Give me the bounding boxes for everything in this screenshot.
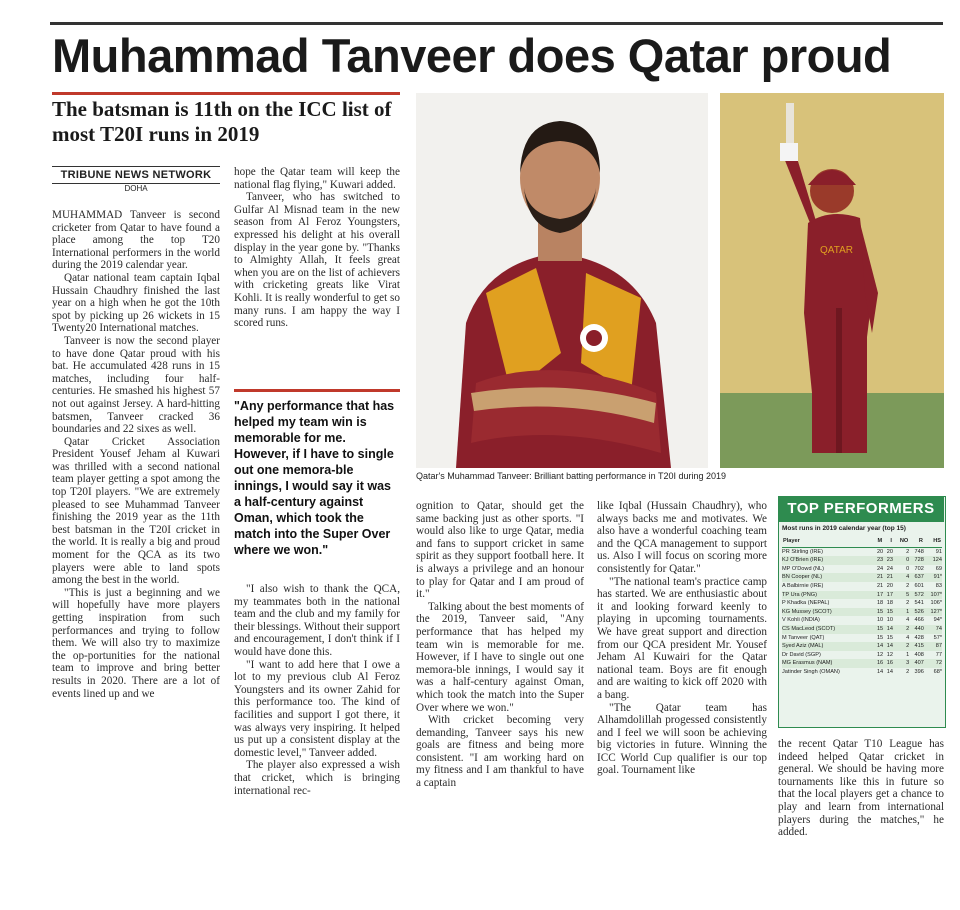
table-cell: 18: [886, 600, 893, 607]
table-cell: 20: [886, 582, 893, 589]
table-cell: 74: [924, 625, 942, 634]
table-cell: 702: [914, 565, 924, 572]
column-header: Player: [782, 536, 873, 547]
paragraph: Qatar national team captain Iqbal Hussain Chaudhry finished the last year on a high when he got the 10th spot by picking up 26 wickets in 15 Twenty20 International matches.: [52, 271, 220, 335]
table-row: [782, 608, 942, 617]
paragraph: like Iqbal (Hussain Chaudhry), who always backs me and motivates. We also have a wonderful coaching team and the QCA management to support us. Also I will focus on scoring more consistently for Qatar.": [597, 500, 767, 575]
table-cell: 15: [886, 634, 893, 641]
jersey-text: QATAR: [820, 245, 853, 256]
table-cell: 16: [883, 659, 893, 668]
table-cell: 2: [906, 548, 910, 555]
table-cell: 15: [873, 625, 883, 634]
table-cell: P Khadka (NEPAL): [782, 600, 830, 607]
table-row: [782, 556, 942, 565]
table-cell: 72: [924, 659, 942, 668]
column-header: NO: [893, 536, 909, 547]
table-cell: 15: [876, 634, 884, 641]
paragraph: MUHAMMAD Tanveer is second cricketer from Qatar to have found a place among the top T20 International performers in the world during the 2019 calendar year.: [52, 209, 220, 272]
paragraph: the recent Qatar T10 League has indeed helped Qatar cricket in general. We should be having more tournaments like this in future so that the local players get a chance to play and learn from international players during the matches," he added.: [778, 738, 944, 839]
table-cell: 57*: [933, 634, 942, 641]
table-row: [782, 565, 942, 574]
table-row: [782, 573, 942, 582]
page-title: Muhammad Tanveer does Qatar proud: [52, 29, 892, 82]
table-cell: CS MacLeod (SCOT): [782, 625, 873, 634]
table-cell: 15: [883, 608, 893, 617]
paragraph: "The national team's practice camp has started. We are enthusiastic about it and looking forward keenly to playing in upcoming tournaments. We have great support and direction from our QCA president Mr. Yousef Jeham Al Kuwairi for the Qatar national team. Boys are fit enough and are waiting to kick off 2020 with a bang.: [597, 575, 767, 701]
table-cell: PR Stirling (IRE): [782, 548, 824, 555]
paragraph: "The Qatar team has Alhamdolillah progessed consistently and I feel we will soon be achieving big victories in future. Winning the ICC World Cup qualifier is our top goal. Tournament like: [597, 701, 767, 777]
table-cell: 14: [883, 625, 893, 634]
paragraph: "I also wish to thank the QCA, my teammates both in the national team and the club and my family for their blessings. Without their support and encouragement, I don't think if I would have done this.: [234, 583, 400, 658]
paragraph: Talking about the best moments of the 2019, Tanveer said, "Any performance that has helped my team win is memorable for me. However, if I have to single out one memora-ble innings, I would say it was a half-century against Oman, which took the match into the Super Over where we won.": [416, 600, 584, 714]
table-cell: 124: [924, 556, 942, 565]
paragraph: ognition to Qatar, should get the same backing just as other sports. "I would also like to urge Qatar, media and fans to support cricket in same spirit as they support football here. It is always a privilege and an honour to play for Qatar and I am proud of it.": [416, 500, 584, 601]
paragraph: Tanveer, who has switched to Gulfar Al Misnad team in the new season from Al Feroz Youngsters, expressed his delight at his overall display in the year gone by. "Thanks to Almighty Allah, It feels great when you are on the list of achievers with cricketing greats like Virat Kohli. It is really wonderful to get so many runs. I am happy the way I scored runs.: [234, 191, 400, 330]
table-cell: TP Ura (PNG): [782, 591, 873, 600]
paragraph: The player also expressed a wish that cricket, which is bringing international rec-: [234, 759, 400, 797]
table-cell: 396: [914, 668, 924, 675]
paragraph: Qatar Cricket Association President Yousef Jeham al Kuwari was thrilled with a second national team player getting a spot among the top T20I players. "We are extremely pleased to see Muhammad Tanveer finishing the 2019 year as the 11th best batsman in the T20I cricket in the world. It is really a big and proud moment for the QCA as its two players were able to land spots among the best in the world.: [52, 435, 220, 587]
table-cell: 407: [909, 659, 924, 668]
table-cell: 87: [924, 642, 942, 651]
table-cell: MP O'Dowd (NL): [782, 565, 824, 572]
paragraph: With cricket becoming very demanding, Tanveer says his new goals are fitness and being more consistent. "I am working hard on my fitness and I am thankful to have a captain: [416, 714, 584, 790]
subheadline: The batsman is 11th on the ICC list of most T20I runs in 2019: [52, 97, 392, 146]
table-cell: 728: [909, 556, 924, 565]
paragraph: "This is just a beginning and we will hopefully have more players getting inspiration from such performances and trying to follow them. We will also try to maximize the op-portunities for the national team to improve and bring better results in 2020. There are a lot of events lined up and we: [52, 586, 220, 700]
table-cell: 106*: [930, 600, 942, 607]
table-cell: 15: [873, 608, 883, 617]
table-cell: 466: [914, 617, 924, 624]
table-cell: 0: [906, 565, 910, 572]
table-cell: 415: [909, 642, 924, 651]
table-cell: 4: [906, 634, 910, 641]
column-header: HS: [924, 536, 942, 547]
table-cell: 572: [909, 591, 924, 600]
table-row: [782, 668, 942, 677]
article-column-3: [416, 500, 584, 879]
table-cell: 21: [883, 573, 893, 582]
table-cell: 24: [876, 565, 884, 572]
table-cell: Jatinder Singh (OMAN): [782, 668, 840, 675]
table-cell: 408: [914, 651, 924, 658]
paragraph: hope the Qatar team will keep the national flag flying," Kuwari added.: [234, 166, 400, 191]
table-row: [782, 616, 942, 625]
paragraph: "I want to add here that I owe a lot to my previous club Al Feroz Youngsters and its owner Zahid for this performance too. The kind of facilities and support I got there, it was always very inspiring. It helped us put up a consistent display at the domestic level," Tanveer added.: [234, 658, 400, 759]
table-cell: 24: [886, 565, 893, 572]
article-column-2-bottom: [234, 583, 400, 879]
table-cell: 23: [883, 556, 893, 565]
table-cell: KJ O'Brien (IRE): [782, 556, 873, 565]
table-cell: 10: [876, 617, 884, 624]
top-performers-subtitle: Most runs in 2019 calendar year (top 15): [782, 525, 906, 532]
dateline: DOHA: [124, 184, 148, 193]
table-cell: 1: [906, 651, 910, 658]
table-cell: BN Cooper (NL): [782, 573, 873, 582]
top-performers-title: TOP PERFORMERS: [778, 496, 944, 522]
table-cell: Dr David (SGP): [782, 651, 821, 658]
table-cell: 127*: [924, 608, 942, 617]
table-row: [782, 642, 942, 651]
table-row: [782, 547, 942, 556]
table-cell: 107*: [924, 591, 942, 600]
table-cell: 17: [873, 591, 883, 600]
table-cell: 14: [873, 642, 883, 651]
photo-caption: Qatar's Muhammad Tanveer: Brilliant batting performance in T20I during 2019: [416, 471, 727, 481]
table-cell: 2: [893, 625, 909, 634]
table-cell: 428: [914, 634, 924, 641]
table-row: [782, 651, 942, 660]
table-cell: 2: [906, 668, 910, 675]
subhead-rule: [52, 92, 400, 95]
table-row: [782, 591, 942, 600]
column-header: M: [873, 536, 883, 547]
table-cell: 0: [893, 556, 909, 565]
table-cell: 21: [873, 573, 883, 582]
article-column-4: [597, 500, 767, 879]
table-header-row: [782, 536, 942, 547]
table-cell: 20: [876, 548, 884, 555]
table-cell: 2: [893, 642, 909, 651]
article-column-1: [52, 209, 220, 879]
table-row: [782, 599, 942, 608]
pull-quote: "Any performance that has helped my team win is memorable for me. However, if I have to single out one memora-ble innings, I would say it was a half-century against Oman, which took the match into the Super Over where we won.": [234, 399, 395, 557]
table-cell: 12: [876, 651, 884, 658]
pull-quote-rule: [234, 389, 400, 392]
byline: TRIBUNE NEWS NETWORK: [52, 166, 220, 184]
column-header: R: [909, 536, 924, 547]
table-cell: 601: [914, 582, 924, 589]
table-cell: 10: [886, 617, 893, 624]
table-cell: 1: [893, 608, 909, 617]
table-cell: 4: [906, 617, 910, 624]
table-cell: 526: [909, 608, 924, 617]
table-cell: 94*: [933, 617, 942, 624]
table-row: [782, 625, 942, 634]
column-header: I: [883, 536, 893, 547]
table-cell: MG Erasmus (NAM): [782, 659, 873, 668]
table-cell: 91: [935, 548, 942, 555]
table-cell: 14: [876, 668, 884, 675]
table-cell: 77: [935, 651, 942, 658]
table-cell: 16: [873, 659, 883, 668]
table-cell: M Tanveer (QAT): [782, 634, 825, 641]
tanveer-celebration-photo: [720, 93, 944, 468]
table-cell: A Balbirnie (IRE): [782, 582, 824, 589]
table-cell: 2: [906, 582, 910, 589]
top-rule: [50, 22, 943, 25]
table-cell: 637: [909, 573, 924, 582]
table-cell: 18: [876, 600, 884, 607]
table-cell: 4: [893, 573, 909, 582]
table-cell: 14: [886, 668, 893, 675]
article-column-2-top: [234, 166, 400, 384]
table-cell: KG Mussey (SCOT): [782, 608, 873, 617]
top-performers-table: [782, 536, 942, 677]
table-cell: 12: [886, 651, 893, 658]
table-cell: 440: [909, 625, 924, 634]
paragraph: Tanveer is now the second player to have done Qatar proud with his bat. He accumulated 428 runs in 15 matches, including four half-centuries. He smashed his highest 57 not out against Jersey. A hard-hitting batsmen, Tanveer cracked 36 boundaries and 22 sixes as well.: [52, 334, 220, 436]
article-column-5: [778, 738, 944, 879]
table-cell: 2: [906, 600, 910, 607]
table-cell: 541: [914, 600, 924, 607]
table-cell: 91*: [924, 573, 942, 582]
table-cell: 748: [914, 548, 924, 555]
table-cell: 21: [876, 582, 884, 589]
table-row: [782, 659, 942, 668]
table-cell: 20: [886, 548, 893, 555]
table-cell: 14: [883, 642, 893, 651]
table-cell: 3: [893, 659, 909, 668]
table-row: [782, 582, 942, 591]
table-cell: 69: [935, 565, 942, 572]
table-cell: 83: [935, 582, 942, 589]
table-cell: 17: [883, 591, 893, 600]
table-cell: Syed Aziz (MAL): [782, 642, 873, 651]
table-cell: 5: [893, 591, 909, 600]
table-cell: 23: [873, 556, 883, 565]
table-row: [782, 634, 942, 643]
table-cell: 68*: [933, 668, 942, 675]
table-cell: V Kohli (INDIA): [782, 617, 820, 624]
tanveer-portrait-photo: [416, 93, 708, 468]
